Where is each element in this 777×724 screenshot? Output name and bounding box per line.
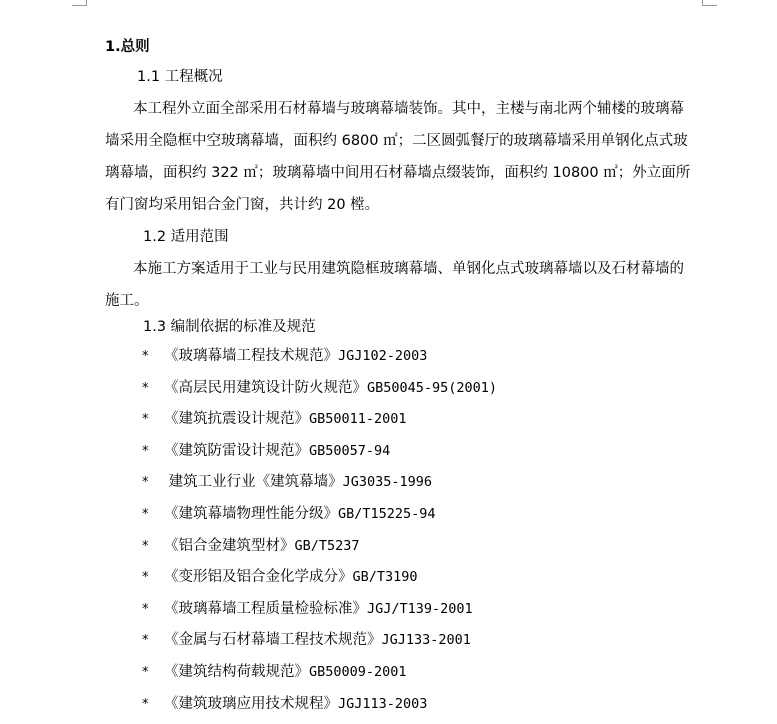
bullet-star: *: [142, 696, 149, 712]
standard-code: JGJ113-2003: [338, 695, 428, 712]
standard-title: 《建筑抗震设计规范》: [164, 411, 309, 428]
overview-paragraph: 本工程外立面全部采用石材幕墙与玻璃幕墙装饰。其中，主楼与南北两个辅楼的玻璃幕墙采用全隐框中空玻璃幕墙，面积约 6800 ㎡；二区圆弧餐厅的玻璃幕墙采用单钢化点式玻璃幕墙，面积约 322 ㎡；玻璃幕墙中间用石材幕墙点缀装饰，面积约 10800 ㎡；外立面所有门窗均采用铝合金门窗，共计约 20 樘。: [105, 101, 691, 213]
list-item: [142, 408, 497, 440]
list-item: [142, 661, 497, 693]
bullet-star: *: [142, 601, 149, 617]
bullet-star: *: [142, 349, 149, 364]
bullet-star: *: [142, 475, 149, 491]
standards-heading: 1.3 编制依据的标准及规范: [143, 319, 316, 335]
bullet-star: *: [142, 633, 149, 649]
standard-title: 《变形铝及铝合金化学成分》: [164, 569, 353, 586]
list-item: [142, 503, 497, 535]
standard-code: GB/T15225-94: [338, 505, 436, 522]
bullet-star: *: [142, 380, 149, 396]
list-item: [142, 566, 497, 598]
bullet-star: *: [142, 412, 149, 428]
standards-list: [142, 345, 497, 724]
standard-title: 《玻璃幕墙工程质量检验标准》: [164, 600, 367, 617]
bullet-star: *: [142, 538, 149, 554]
list-item: [142, 629, 497, 661]
standard-title: 《高层民用建筑设计防火规范》: [164, 379, 367, 396]
standard-code: JGJ133-2001: [381, 632, 471, 649]
overview-heading: 1.1 工程概况: [137, 69, 223, 85]
standard-code: GB50057-94: [309, 442, 391, 459]
list-item: [142, 598, 497, 630]
bullet-star: *: [142, 664, 149, 680]
list-item: [142, 345, 497, 377]
standard-title: 《建筑幕墙物理性能分级》: [164, 505, 338, 522]
list-item: [142, 693, 497, 724]
standard-code: JGJ102-2003: [338, 348, 428, 364]
bullet-star: *: [142, 443, 149, 459]
list-item: [142, 535, 497, 567]
standard-title: 《金属与石材幕墙工程技术规范》: [164, 632, 382, 649]
list-item: [142, 377, 497, 409]
scope-paragraph: 本施工方案适用于工业与民用建筑隐框玻璃幕墙、单钢化点式玻璃幕墙以及石材幕墙的施工。: [105, 261, 684, 309]
bullet-star: *: [142, 506, 149, 522]
standard-code: JG3035-1996: [342, 474, 433, 491]
standard-title: 《建筑玻璃应用技术规程》: [164, 695, 338, 712]
standard-code: JGJ/T139-2001: [367, 600, 473, 617]
standard-title: 《建筑结构荷载规范》: [164, 663, 309, 680]
bullet-star: *: [142, 570, 149, 586]
standard-title: 《建筑防雷设计规范》: [164, 442, 309, 459]
list-item: [142, 440, 497, 472]
crop-mark-top-left: [72, 0, 87, 6]
crop-mark-top-right: [702, 0, 717, 6]
scope-heading: 1.2 适用范围: [143, 229, 229, 245]
list-item: [142, 471, 497, 503]
standard-code: GB50011-2001: [309, 411, 407, 428]
standard-code: GB/T5237: [294, 537, 360, 554]
standard-title: 《铝合金建筑型材》: [164, 537, 295, 554]
standard-title: 建筑工业行业《建筑幕墙》: [164, 474, 343, 491]
standard-code: GB/T3190: [352, 569, 418, 586]
standard-title: 《玻璃幕墙工程技术规范》: [164, 348, 338, 364]
standard-code: GB50009-2001: [309, 663, 407, 680]
standard-code: GB50045-95(2001): [367, 379, 498, 396]
section-title: 1.总则: [105, 39, 150, 55]
